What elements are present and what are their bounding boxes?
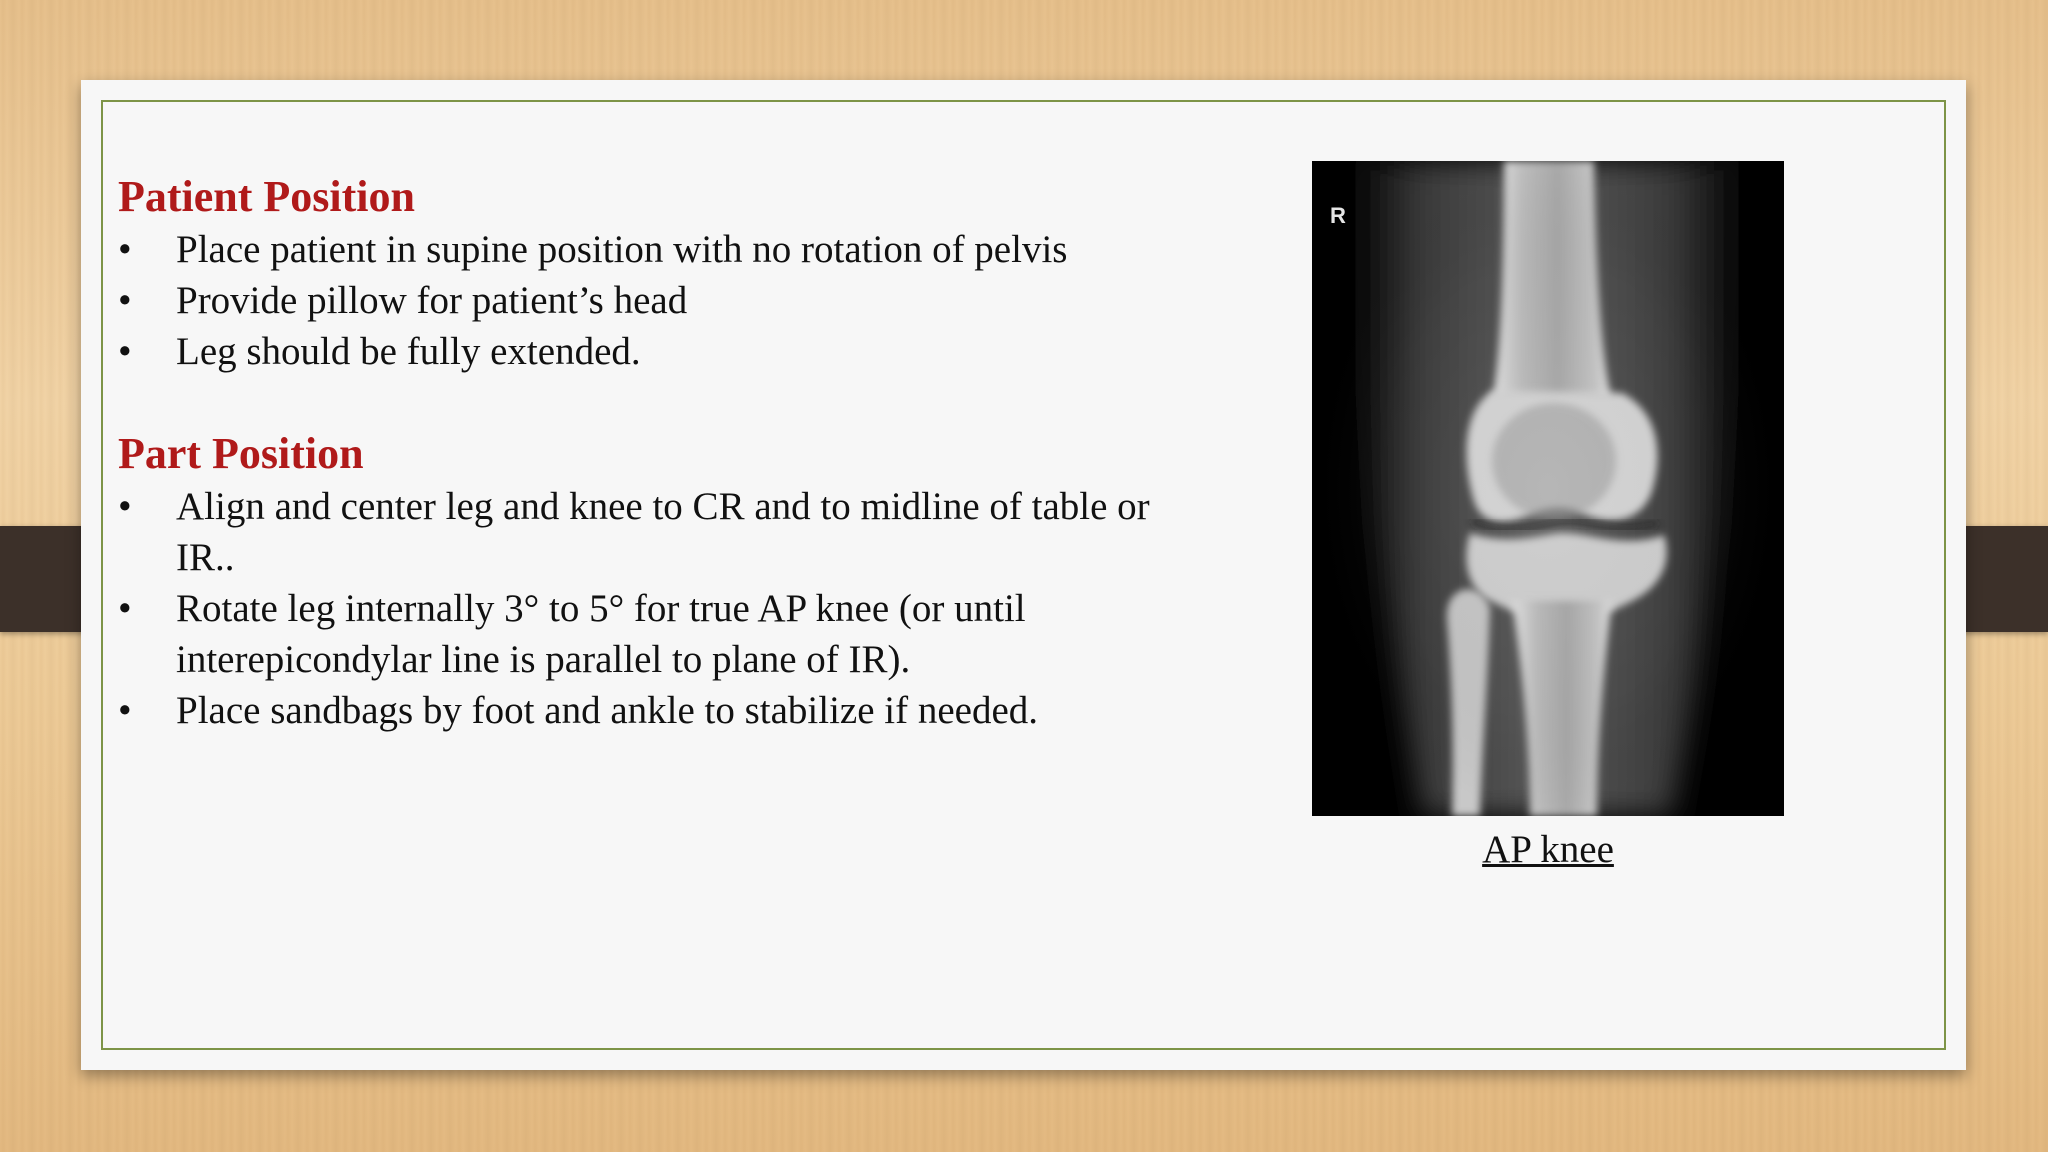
slide-text xyxy=(118,170,1178,736)
list-item: • Provide pillow for patient’s head xyxy=(118,275,1178,326)
list-item: • Rotate leg internally 3° to 5° for true AP knee (or until interepicondylar line is parallel to plane of IR). xyxy=(118,583,1178,685)
knee-xray-image xyxy=(1312,161,1784,816)
part-position-heading: Part Position xyxy=(118,429,364,478)
bullet-icon: • xyxy=(118,689,132,732)
bullet-icon: • xyxy=(118,587,132,630)
list-item: • Leg should be fully extended. xyxy=(118,326,1178,377)
xray-marker-r: R xyxy=(1330,203,1346,228)
list-item: • Align and center leg and knee to CR and to midline of table or IR.. xyxy=(118,481,1178,583)
bullet-icon: • xyxy=(118,485,132,528)
image-caption: AP knee xyxy=(1482,828,1614,871)
patient-position-heading: Patient Position xyxy=(118,172,415,221)
bullet-icon: • xyxy=(118,330,132,373)
bullet-icon: • xyxy=(118,228,132,271)
bullet-icon: • xyxy=(118,279,132,322)
patient-position-list xyxy=(118,224,1178,377)
part-position-list xyxy=(118,481,1178,736)
list-item: • Place patient in supine position with no rotation of pelvis xyxy=(118,224,1178,275)
list-item: • Place sandbags by foot and ankle to stabilize if needed. xyxy=(118,685,1178,736)
